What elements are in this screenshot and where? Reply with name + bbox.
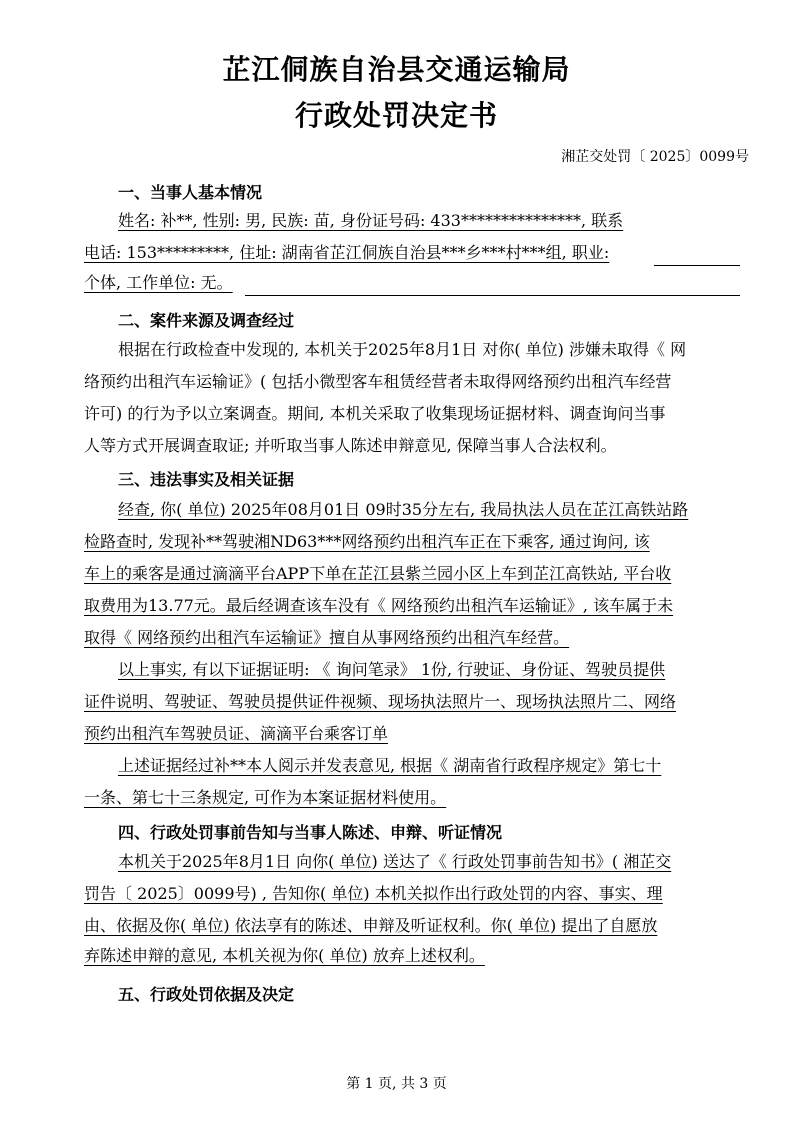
section-1-heading: 一、当事人基本情况 <box>118 183 263 202</box>
section-2-line-1: 根据在行政检查中发现的, 本机关于2025年8月1日 对你( 单位) 涉嫌未取得《 网 <box>118 340 687 359</box>
page-footer: 第 1 页, 共 3 页 <box>346 1076 447 1092</box>
section-2-line-4: 人等方式开展调查取证; 并听取当事人陈述申辩意见, 保障当事人合法权利。 <box>84 436 617 455</box>
section-2-line-3: 许可) 的行为予以立案调查。期间, 本机关采取了收集现场证据材料、调查询问当事 <box>84 404 666 423</box>
section-4-heading: 四、行政处罚事前告知与当事人陈述、申辩、听证情况 <box>118 823 503 842</box>
section-3-line-5: 取得《 网络预约出租汽车运输证》擅自从事网络预约出租汽车经营。 <box>84 628 570 647</box>
document-number: 湘芷交处罚〔 2025〕0099号 <box>561 149 749 165</box>
agency-title: 芷江侗族自治县交通运输局 <box>222 53 571 86</box>
section-2-line-2: 络预约出租汽车运输证》( 包括小微型客车租赁经营者未取得网络预约出租汽车经营 <box>84 372 672 391</box>
document-type-title: 行政处罚决定书 <box>294 99 498 132</box>
section-3-line-1: 经查, 你( 单位) 2025年08月01日 09时35分左右, 我局执法人员在芷江高铁站路 <box>118 500 689 519</box>
underline-fill <box>245 295 740 296</box>
section-4-line-2: 罚告〔 2025〕0099号) , 告知你( 单位) 本机关拟作出行政处罚的内容、事实、理 <box>84 884 663 903</box>
section-3-line-3: 车上的乘客是通过滴滴平台APP下单在芷江县紫兰园小区上车到芷江高铁站, 平台收 <box>84 564 672 583</box>
section-3-line-6: 以上事实, 有以下证据证明: 《 询问笔录》 1份, 行驶证、身份证、驾驶员提供 <box>118 660 666 679</box>
section-1-line-2: 电话: 153*********, 住址: 湖南省芷江侗族自治县***乡***村***组, 职业: <box>84 243 610 262</box>
section-4-line-3: 由、依据及你( 单位) 依法享有的陈述、申辩及听证权利。你( 单位) 提出了自愿放 <box>84 916 658 935</box>
section-3-line-9: 上述证据经过补**本人阅示并发表意见, 根据《 湖南省行政程序规定》第七十 <box>118 756 662 775</box>
section-3-line-10: 一条、第七十三条规定, 可作为本案证据材料使用。 <box>84 788 447 807</box>
section-5-heading: 五、行政处罚依据及决定 <box>118 985 295 1004</box>
section-1-line-3: 个体, 工作单位: 无。 <box>84 273 233 292</box>
section-3-heading: 三、违法事实及相关证据 <box>118 470 295 489</box>
section-3-line-7: 证件说明、驾驶证、驾驶员提供证件视频、现场执法照片一、现场执法照片二、网络 <box>84 692 677 711</box>
section-4-line-4: 弃陈述申辩的意见, 本机关视为你( 单位) 放弃上述权利。 <box>84 946 485 965</box>
section-4-line-1: 本机关于2025年8月1日 向你( 单位) 送达了《 行政处罚事前告知书》( 湘芷交 <box>118 852 672 871</box>
section-2-heading: 二、案件来源及调查经过 <box>118 311 295 330</box>
underline-fill <box>654 265 740 266</box>
section-3-line-4: 取费用为13.77元。最后经调查该车没有《 网络预约出租汽车运输证》, 该车属于未 <box>84 596 674 615</box>
section-3-line-8: 预约出租汽车驾驶员证、滴滴平台乘客订单 <box>84 724 389 743</box>
section-1-line-1: 姓名: 补**, 性别: 男, 民族: 苗, 身份证号码: 433***************, 联系 <box>118 211 624 230</box>
section-3-line-2: 检路查时, 发现补**驾驶湘ND63***网络预约出租汽车正在下乘客, 通过询问, 该 <box>84 532 650 551</box>
